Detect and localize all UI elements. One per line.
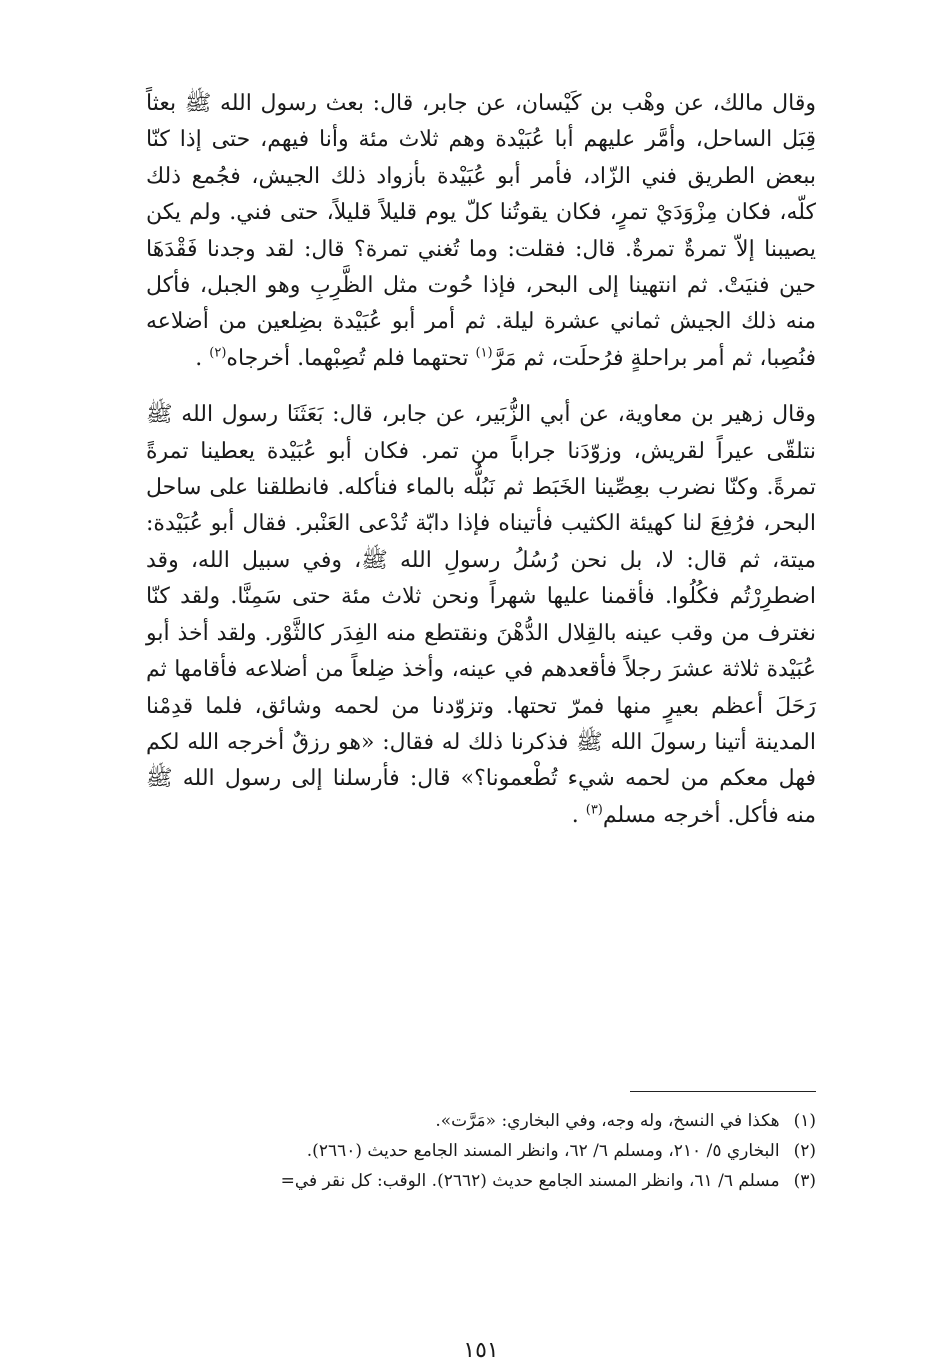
- footnotes: [146, 1106, 816, 1196]
- footnote-ref-2: (٢): [209, 345, 227, 361]
- paragraph-2-text: وقال زهير بن معاوية، عن أبي الزُّبَير، عن جابر، قال: بَعَثَنَا رسول الله ﷺ نتلقّى عيراً لقريش، وزوّدَنا جراباً من تمر. فكان أبو عُبَيْدة يعطينا تمرةً تمرةً. وكنّا نضرب بعِصِّينا الخَبَط ثم نَبُلُّه بالماء فنأكله. فانطلقنا على ساحل البحر، فرُفِعَ لنا كهيئة الكثيب فأتيناه فإذا دابّة تُدْعى العَنْبر. فقال أبو عُبَيْدة: ميتة، ثم قال: لا، بل نحن رُسُلُ رسولِ الله ﷺ، وفي سبيل الله، وقد اضطرِرْتُم فكُلُوا. فأقمنا عليها شهراً ونحن ثلاث مئة حتى سَمِنَّا. ولقد كنّا نغترف من وقب عينه بالقِلال الدُّهْنَ ونقتطع منه الفِدَر كالثَّوْر. ولقد أخذ أبو عُبَيْدة ثلاثة عشرَ رجلاً فأقعدهم في عينه، وأخذ ضِلعاً من أضلاعه فأقامها ثم رَحَلَ أعظم بعيرٍ منها فمرّ تحتها. وتزوّدنا من لحمه وشائق، فلما قدِمْنا المدينة أتينا رسولَ الله ﷺ فذكرنا ذلك له فقال: «هو رزقٌ أخرجه الله لكم فهل معكم من لحمه شيء تُطْعمونا؟» قال: فأرسلنا إلى رسول الله ﷺ منه فأكل. أخرجه مسلم: [146, 402, 816, 828]
- paragraph-1-end: .: [195, 345, 210, 371]
- footnote-text: هكذا في النسخ، وله وجه، وفي البخاري: «مَرَّت».: [435, 1111, 780, 1131]
- footnote-number: (٢): [793, 1141, 816, 1161]
- footnote-text: مسلم ٦/ ٦١، وانظر المسند الجامع حديث (٢٦٦٢). الوقب: كل نقر في=: [280, 1171, 780, 1191]
- footnote-1: [146, 1106, 816, 1136]
- footnote-3: [146, 1166, 816, 1196]
- paragraph-1-continued: تحتهما فلم تُصِبْهما. أخرجاه: [226, 345, 476, 371]
- footnote-number: (٣): [793, 1171, 816, 1191]
- footnote-number: (١): [793, 1111, 816, 1131]
- paragraph-1: [146, 86, 816, 377]
- footnote-2: [146, 1136, 816, 1166]
- book-page: [146, 86, 816, 1363]
- paragraph-2-end: .: [571, 802, 586, 828]
- paragraph-1-text: وقال مالك، عن وهْب بن كَيْسان، عن جابر، قال: بعث رسول الله ﷺ بعثاً قِبَل الساحل، وأمَّر عليهم أبا عُبَيْدة وهم ثلاث مئة وأنا فيهم، حتى إذا كنّا ببعض الطريق فني الزّاد، فأمر أبو عُبَيْدة بأزواد ذلك الجيش، فجُمع ذلك كلّه، فكان مِزْوَدَيْ تمرٍ، فكان يقوتُنا كلّ يوم قليلاً قليلاً، حتى فني. ولم يكن يصيبنا إلاّ تمرةٌ تمرةٌ. قال: فقلت: وما تُغني تمرة؟ قال: لقد وجدنا فَقْدَهَا حين فنيَتْ. ثم انتهينا إلى البحر، فإذا حُوت مثل الظَّرِبِ وهو الجبل، فأكل منه ذلك الجيش ثماني عشرة ليلة. ثم أمر أبو عُبَيْدة بضِلعين من أضلاعه فنُصِبا، ثم أمر براحلةٍ فرُحلَت، ثم مَرَّ: [146, 91, 816, 371]
- footnote-ref-1: (١): [475, 345, 493, 361]
- paragraph-2: [146, 397, 816, 834]
- footnote-separator: [630, 1091, 816, 1092]
- page-number: ١٥١: [463, 1338, 499, 1363]
- footnote-text: البخاري ٥/ ٢١٠، ومسلم ٦/ ٦٢، وانظر المسند الجامع حديث (٢٦٦٠).: [306, 1141, 780, 1161]
- footnote-ref-3: (٣): [585, 802, 603, 818]
